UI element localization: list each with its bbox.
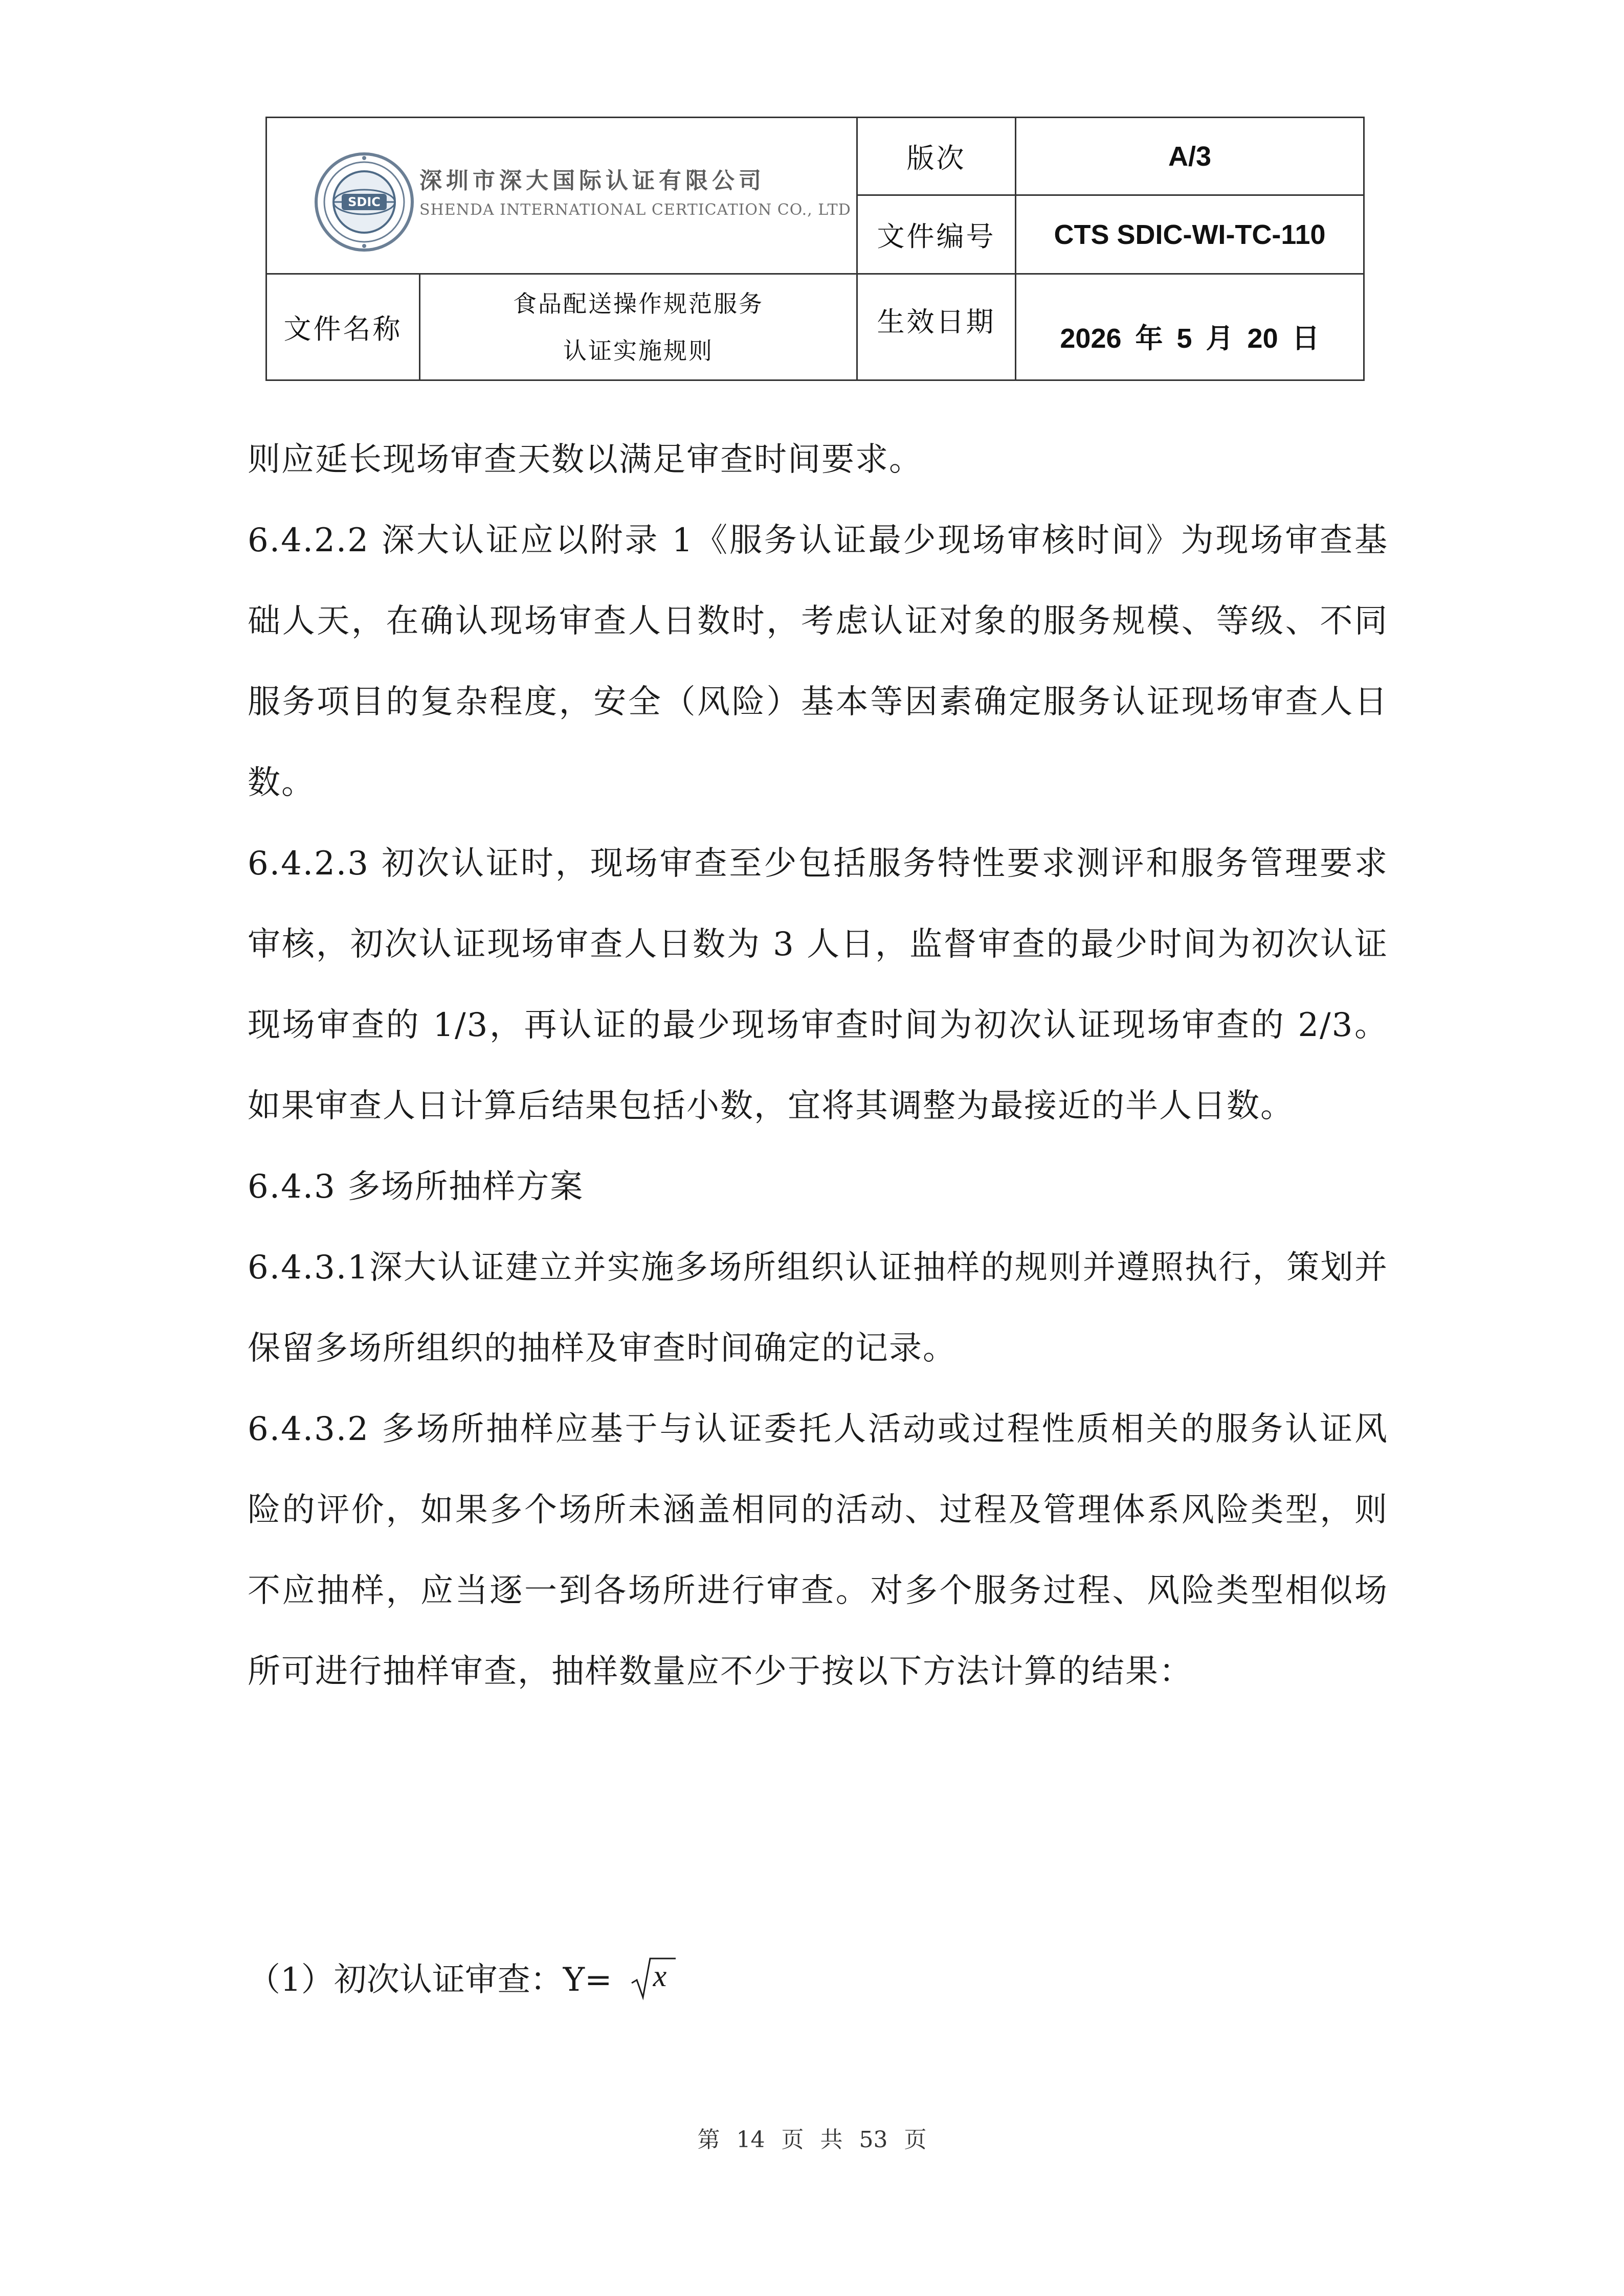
document-header-table bbox=[265, 117, 1365, 381]
heading-6-4-3: 6.4.3 多场所抽样方案 bbox=[248, 1168, 584, 1206]
formula-prefix: （1）初次认证审查：Y= bbox=[248, 1961, 612, 1999]
version-label: 版次 bbox=[857, 118, 1016, 195]
company-name-en: SHENDA INTERNATIONAL CERTICATION CO., LTD bbox=[419, 201, 851, 219]
doc-name-line1: 食品配送操作规范服务 bbox=[513, 289, 764, 318]
paragraph-continuation: 则应延长现场审查天数以满足审查时间要求。 bbox=[248, 441, 923, 479]
effective-date-value: 2026 年 5 月 20 日 bbox=[1016, 274, 1364, 380]
paragraph-6-4-3-1: 6.4.3.1深大认证建立并实施多场所组织认证抽样的规则并遵照执行，策划并保留多场所组织的抽样及审查时间确定的记录。 bbox=[248, 1249, 1388, 1367]
paragraph-6-4-2-3: 6.4.2.3 初次认证时，现场审查至少包括服务特性要求测评和服务管理要求审核，初次认证现场审查人日数为 3 人日，监督审查的最少时间为初次认证现场审查的 1/3，再认证的最少现场审查时间为初次认证现场审查的 2/3。如果审查人日计算后结果包括小数，宜将其调整为最接近的半人日数。 bbox=[248, 845, 1388, 1125]
doc-name-value bbox=[420, 274, 857, 380]
doc-name-label: 文件名称 bbox=[266, 274, 420, 380]
page-number-footer: 第 14 页 共 53 页 bbox=[697, 2127, 927, 2153]
document-body bbox=[248, 419, 1388, 1712]
version-value: A/3 bbox=[1016, 118, 1364, 195]
company-seal-icon bbox=[313, 151, 415, 253]
doc-number-label: 文件编号 bbox=[857, 195, 1016, 274]
company-name-cn: 深圳市深大国际认证有限公司 bbox=[419, 168, 765, 194]
company-logo bbox=[313, 151, 876, 274]
effective-date-label: 生效日期 bbox=[857, 274, 1016, 380]
doc-number-value: CTS SDIC-WI-TC-110 bbox=[1016, 195, 1364, 274]
formula-initial-certification bbox=[248, 1953, 677, 2000]
svg-text:SDIC: SDIC bbox=[348, 195, 381, 209]
formula-variable: x bbox=[653, 1959, 667, 1993]
company-logo-cell bbox=[266, 118, 857, 274]
doc-name-line2: 认证实施规则 bbox=[563, 336, 714, 365]
square-root-formula bbox=[631, 1956, 677, 2000]
paragraph-6-4-2-2: 6.4.2.2 深大认证应以附录 1《服务认证最少现场审核时间》为现场审查基础人天，在确认现场审查人日数时，考虑认证对象的服务规模、等级、不同服务项目的复杂程度，安全（风险）基本等因素确定服务认证现场审查人日数。 bbox=[248, 522, 1388, 802]
paragraph-6-4-3-2: 6.4.3.2 多场所抽样应基于与认证委托人活动或过程性质相关的服务认证风险的评价，如果多个场所未涵盖相同的活动、过程及管理体系风险类型，则不应抽样，应当逐一到各场所进行审查。对多个服务过程、风险类型相似场所可进行抽样审查，抽样数量应不少于按以下方法计算的结果： bbox=[248, 1410, 1388, 1691]
